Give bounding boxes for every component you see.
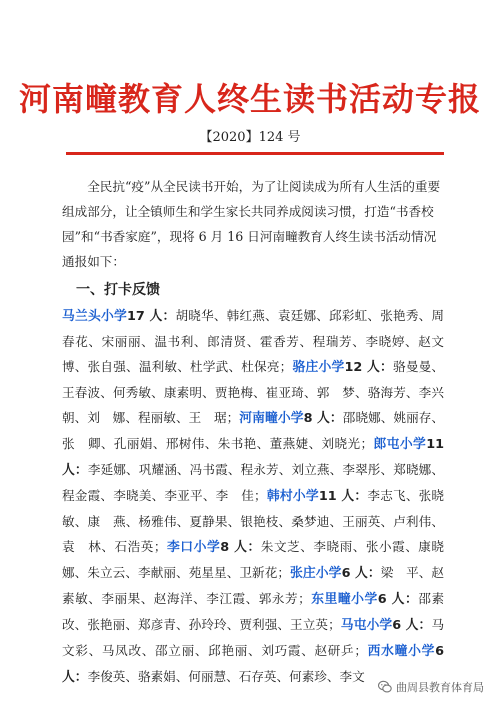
school-name: 西水疃小学	[366, 644, 436, 659]
teacher-names: 邵素改、张艳丽、郑彦青、孙玲玲、贾利强、王立英；	[62, 591, 445, 632]
school-count: 11 人：	[62, 437, 445, 478]
school-count: 11 人：	[318, 489, 368, 504]
school-name: 东里疃小学	[310, 592, 378, 607]
school-name: 李口小学	[166, 540, 221, 555]
teacher-names: 朱文芝、李晓雨、张小霞、康晓娜、朱立云、李献丽、苑星星、卫新花；	[62, 539, 445, 580]
school-count: 8 人：	[303, 411, 343, 426]
teacher-names: 马文彩、马凤改、邵立丽、邱艳丽、刘巧霞、赵研乒；	[62, 617, 445, 658]
teacher-names: 李延娜、巩耀涵、冯书霞、程永芳、刘立燕、李翠彤、郑晓娜、程金霞、李晓美、李亚平、李 佳；	[62, 462, 445, 503]
school-count: 12 人：	[344, 360, 394, 375]
school-name: 郎屯小学	[373, 437, 427, 452]
teacher-names: 邵晓娜、姚丽存、张 卿、孔丽娟、邢树伟、朱书艳、董燕婕、刘晓光；	[62, 410, 445, 451]
school-name: 河南疃小学	[239, 411, 304, 426]
school-name: 韩村小学	[266, 489, 319, 504]
teacher-names: 李志飞、张晓敏、康 燕、杨雅伟、夏静果、银艳枝、桑梦迪、王丽英、卢利伟、袁 林、石浩英；	[62, 488, 445, 554]
red-divider	[66, 152, 444, 155]
school-name: 马屯小学	[340, 618, 393, 633]
school-count: 6 人：	[341, 566, 381, 581]
teacher-names: 骆曼曼、王春波、何秀敏、康素明、贾艳梅、崔亚琦、郭 梦、骆海芳、李兴朝、刘 娜、程丽敏、王 琚；	[62, 359, 445, 425]
school-name: 张庄小学	[289, 566, 342, 581]
school-name: 骆庄小学	[292, 360, 345, 375]
report-body	[62, 174, 444, 690]
wechat-icon	[378, 680, 392, 694]
school-name: 马兰头小学	[62, 309, 127, 324]
watermark-label: 曲周县教育体育局	[396, 681, 484, 694]
teacher-names: 胡晓华、韩红燕、袁廷娜、邱彩虹、张艳秀、周春花、宋丽丽、温书利、郎清贤、霍香芳、程瑞芳、李晓婷、赵文博、张自强、温利敏、杜学武、杜保亮；	[62, 308, 444, 374]
report-title: 河南疃教育人终生读书活动专报	[18, 80, 481, 118]
school-count: 6 人：	[377, 592, 419, 607]
teacher-names: 李俊英、骆素娟、何丽慧、石存英、何素珍、李文	[87, 669, 365, 684]
school-count: 6 人：	[62, 644, 445, 685]
school-count: 6 人：	[392, 618, 432, 633]
issue-number: 【2020】124 号	[199, 130, 301, 145]
section-heading: 一、打卡反馈	[76, 282, 160, 298]
school-list	[62, 303, 444, 690]
school-count: 17 人：	[127, 309, 176, 324]
school-count: 8 人：	[220, 540, 261, 555]
source-watermark	[378, 679, 484, 695]
intro-paragraph: 全民抗“疫”从全民读书开始，为了让阅读成为所有人生活的重要组成部分，让全镇师生和学生家长共同养成阅读习惯，打造“书香校园”和“书香家庭”，现将 6 月 16 日河南疃教育人终生读书活动情况通报如下：	[62, 179, 441, 269]
teacher-names: 梁 平、赵素敏、李丽果、赵海洋、李江霞、郭永芳；	[62, 565, 445, 606]
